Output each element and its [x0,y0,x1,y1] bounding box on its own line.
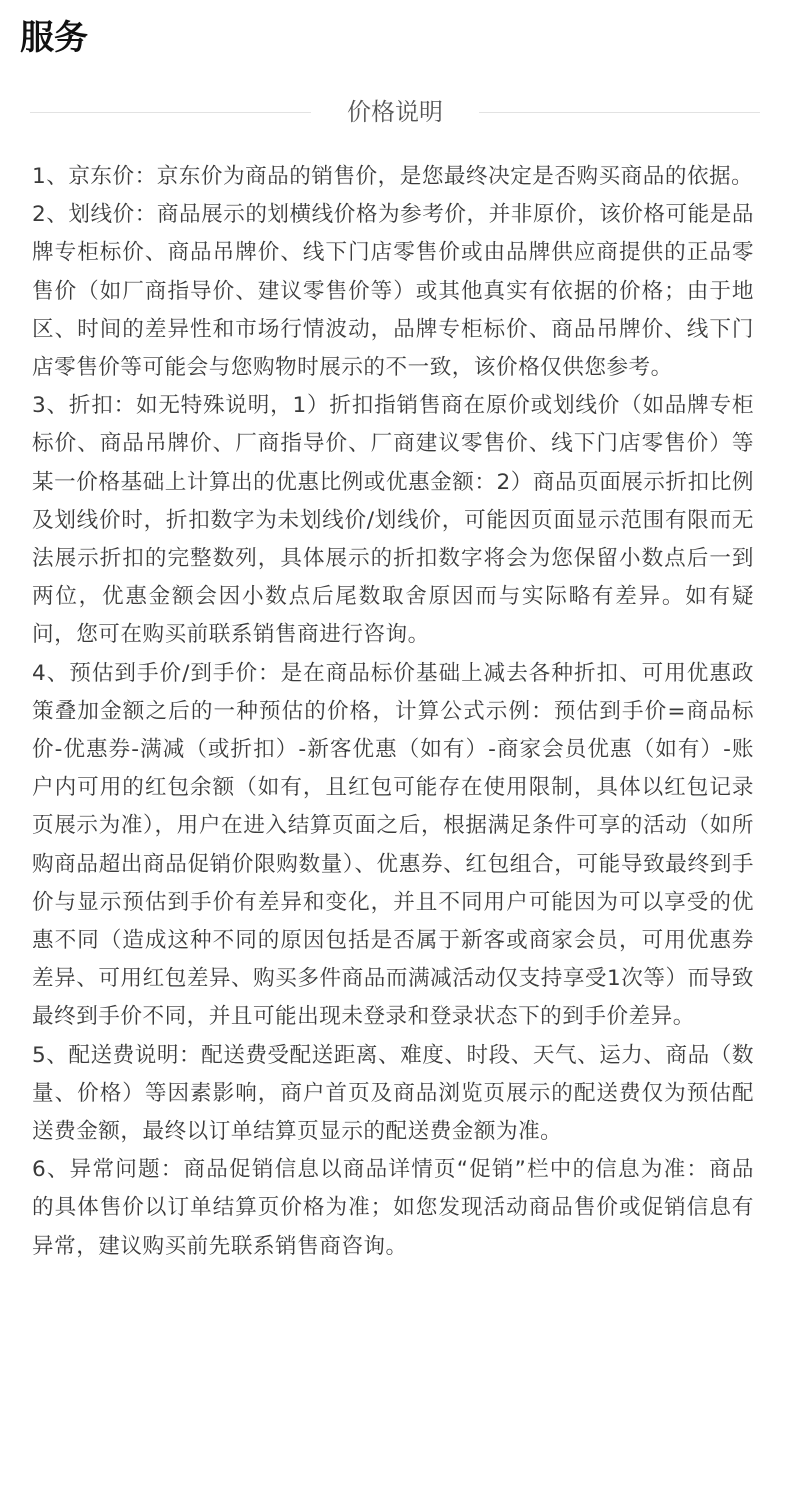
paragraph-estimated-price: 4、预估到手价/到手价：是在商品标价基础上减去各种折扣、可用优惠政策叠加金额之后的一种预估的价格，计算公式示例：预估到手价=商品标价-优惠券-满减（或折扣）-新客优惠（如有）-商家会员优惠（如有）-账户内可用的红包余额（如有，且红包可能存在使用限制，具体以红包记录页展示为准），用户在进入结算页面之后，根据满足条件可享的活动（如所购商品超出商品促销价限购数量）、优惠券、红包组合，可能导致最终到手价与显示预估到手价有差异和变化，并且不同用户可能因为可以享受的优惠不同（造成这种不同的原因包括是否属于新客或商家会员，可用优惠券差异、可用红包差异、购买多件商品而满减活动仅支持享受1次等）而导致最终到手价不同，并且可能出现未登录和登录状态下的到手价差异。 [32,660,754,1030]
paragraph-strikethrough-price: 2、划线价：商品展示的划横线价格为参考价，并非原价，该价格可能是品牌专柜标价、商品吊牌价、线下门店零售价或由品牌供应商提供的正品零售价（如厂商指导价、建议零售价等）或其他真实有依据的价格；由于地区、时间的差异性和市场行情波动，品牌专柜标价、商品吊牌价、线下门店零售价等可能会与您购物时展示的不一致，该价格仅供您参考。 [32,202,754,381]
price-explanation-content [32,158,754,1266]
paragraph-delivery-fee: 5、配送费说明：配送费受配送距离、难度、时段、天气、运力、商品（数量、价格）等因素影响，商户首页及商品浏览页展示的配送费仅为预估配送费金额，最终以订单结算页显示的配送费金额为准。 [32,1042,754,1145]
paragraph-exceptions: 6、异常问题：商品促销信息以商品详情页“促销”栏中的信息为准：商品的具体售价以订单结算页价格为准；如您发现活动商品售价或促销信息有异常，建议购买前先联系销售商咨询。 [32,1157,754,1259]
paragraph-discount: 3、折扣：如无特殊说明，1）折扣指销售商在原价或划线价（如品牌专柜标价、商品吊牌价、厂商指导价、厂商建议零售价、线下门店零售价）等某一价格基础上计算出的优惠比例或优惠金额：2）商品页面展示折扣比例及划线价时，折扣数字为未划线价/划线价，可能因页面显示范围有限而无法展示折扣的完整数列，具体展示的折扣数字将会为您保留小数点后一到两位，优惠金额会因小数点后尾数取舍原因而与实际略有差异。如有疑问，您可在购买前联系销售商进行咨询。 [32,393,754,648]
section-header [30,92,760,132]
section-title: 价格说明 [347,98,443,126]
page-title: 服务 [20,18,88,58]
divider-left [30,112,311,113]
paragraph-jd-price: 1、京东价：京东价为商品的销售价，是您最终决定是否购买商品的依据。 [32,164,754,189]
divider-right [479,112,760,113]
